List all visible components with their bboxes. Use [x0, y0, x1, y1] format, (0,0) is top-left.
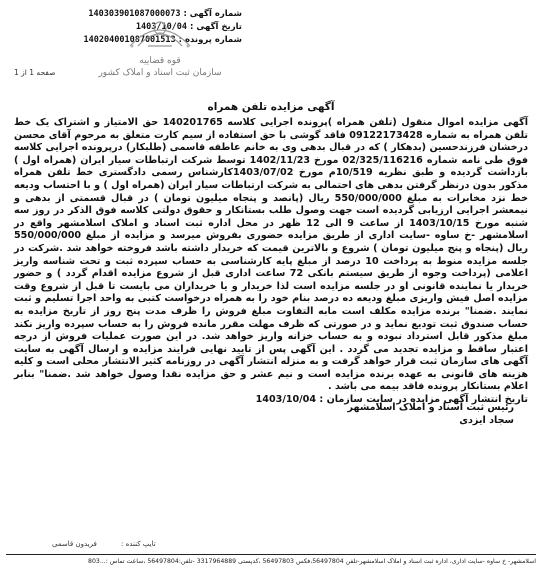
footer-typist-label: تایپ کننده :	[121, 540, 156, 548]
ad-date-value: 1403/10/04	[135, 22, 188, 32]
notice-title: آگهی مزایده تلفن همراه	[207, 101, 335, 113]
ad-date-label: تاریخ آگهی :	[190, 22, 242, 32]
logo-title: قوه قضاییه	[139, 56, 181, 66]
signature-name: سجاد ایزدی	[459, 414, 514, 426]
footer-address: اسلامشهر- خ ساوه -سایت اداری، اداره ثبت اسناد و املاک اسلامشهر-تلفن 56497804،فکس 56497803 ،کدپستی 3317964889 -تلفن:56497804 ،ساعت تماس :...803	[88, 558, 536, 565]
signature-role: رئیس ثبت اسناد و املاک اسلامشهر	[347, 402, 514, 413]
logo-subtitle: سازمان ثبت اسناد و املاک کشور	[98, 68, 222, 78]
footer-typist-name: فریدون قاسمی	[52, 540, 97, 548]
case-number-value: 140204001087001513	[83, 35, 176, 45]
notice-paragraph-date: تاریخ انتشار آگهی مزایده در سایت سازمان : 1403/10/04	[255, 394, 528, 406]
case-number-label: شماره پرونده :	[178, 35, 242, 45]
ad-number-value: 140303901087000073	[88, 9, 181, 19]
footer-divider	[6, 554, 536, 555]
notice-body	[14, 117, 528, 407]
notice-paragraph-main: آگهی مزایده اموال منقول (تلفن همراه )پرونده اجرایی کلاسه 140201765 حق الامتیاز و اشتراک یک خط تلفن همراه به شماره 09122173428 فاقد گوشی با حق استفاده از سیم کارت متعلق به مرحوم آقای محسن درخشان فرزندحسین (بدهکار ) که در قبال بدهی وی به خانم عاطفه قاسمی (طلبکار) درپرونده اجرایی کلاسه فوق طی نامه شماره 02/325/116216 مورخ 1402/11/23 توسط شرکت ارتباطات سیار ایران (همراه اول ) بازداشت گردیده و طبق نظریه 10/519م مورخ 1403/07/02کارشناس رسمی دادگستری خط تلفن همراه مذکور بدون درنظر گرفتن بدهی های احتمالی به شرکت ارتباطات سیار ایران (همراه اول ) و با احتساب ودیعه خط نزد مخابرات به مبلغ 550/000/000 ریال (پانصد و پنجاه میلیون تومان ) در قبال قسمتی از بدهی و نیمعشر اجرایی ارزیابی گردیده است جهت وصول طلب بستانکار و حقوق دولتی کلاسه فوق الذکر در روز سه شنبه مورخ 1403/10/15 از ساعت 9 الی 12 ظهر در محل اداره ثبت اسناد و املاک اسلامشهر واقع در اسلامشهر -خ ساوه -سایت اداری از طریق مزایده حضوری بفروش میرسد و مزایده از مبلغ 550/000/000 ریال (پنجاه و پنج میلیون تومان ) شروع و بالاترین قیمت که خریدار داشته باشد فروخته خواهد شد .شرکت در جلسه مزایده منوط به پرداخت 10 درصد از مبلغ پایه کارشناسی به حساب سپرده ثبت و تحت شناسه واریز اعلامی (پرداخت وجوه از طریق سیستم بانکی 72 ساعت اداری قبل از شروع مزایده اقدام گردد ) و حضور خریدار یا نماینده قانونی او در جلسه مزایده است لذا خریدار و یا خریداران می بایست تا قبل از شروع وقت مزایده اصل فیش واریزی مبلغ ودیعه ده درصد بنام خود را به همراه درخواست کتبی به واحد اجرا تسلیم و ثبت نمایند .ضمنا" برنده مزایده مکلف است مابه التفاوت مبلغ فروش را ظرف مدت پنج روز از تاریخ مزایده به حساب صندوق ثبت تودیع نماید و در صورتی که ظرف مهلت مقرر مانده فروش را به حساب سپرده واریز نکند مبلغ مذکور قابل استرداد نبوده و به حساب خزانه واریز خواهد شد. در این صورت عملیات فروش از درجه اعتبار ساقط و مزایده تجدید می گردد . این آگهی پس از تایید نهایی فرایند مزایده و ارسال آگهی به سایت آگهی های سازمان ثبت قرار خواهد گرفت و به منزله انتشار آگهی در روزنامه کثیر الانتشار محلی است و کلیه هزینه های قانونی به عهده برنده مزایده است و نیم عشر و حق مزایده نقدا وصول خواهد شد .ضمنا" بنابر اعلام بستانکار پرونده فاقد بیمه می باشد .	[14, 117, 529, 393]
ad-number-label: شماره آگهی :	[183, 9, 242, 19]
page-number: صفحه 1 از 1	[14, 68, 56, 77]
organization-logo	[60, 6, 260, 80]
emblem-icon	[60, 6, 260, 56]
footer-typist	[30, 540, 156, 548]
signature-block	[348, 402, 514, 427]
